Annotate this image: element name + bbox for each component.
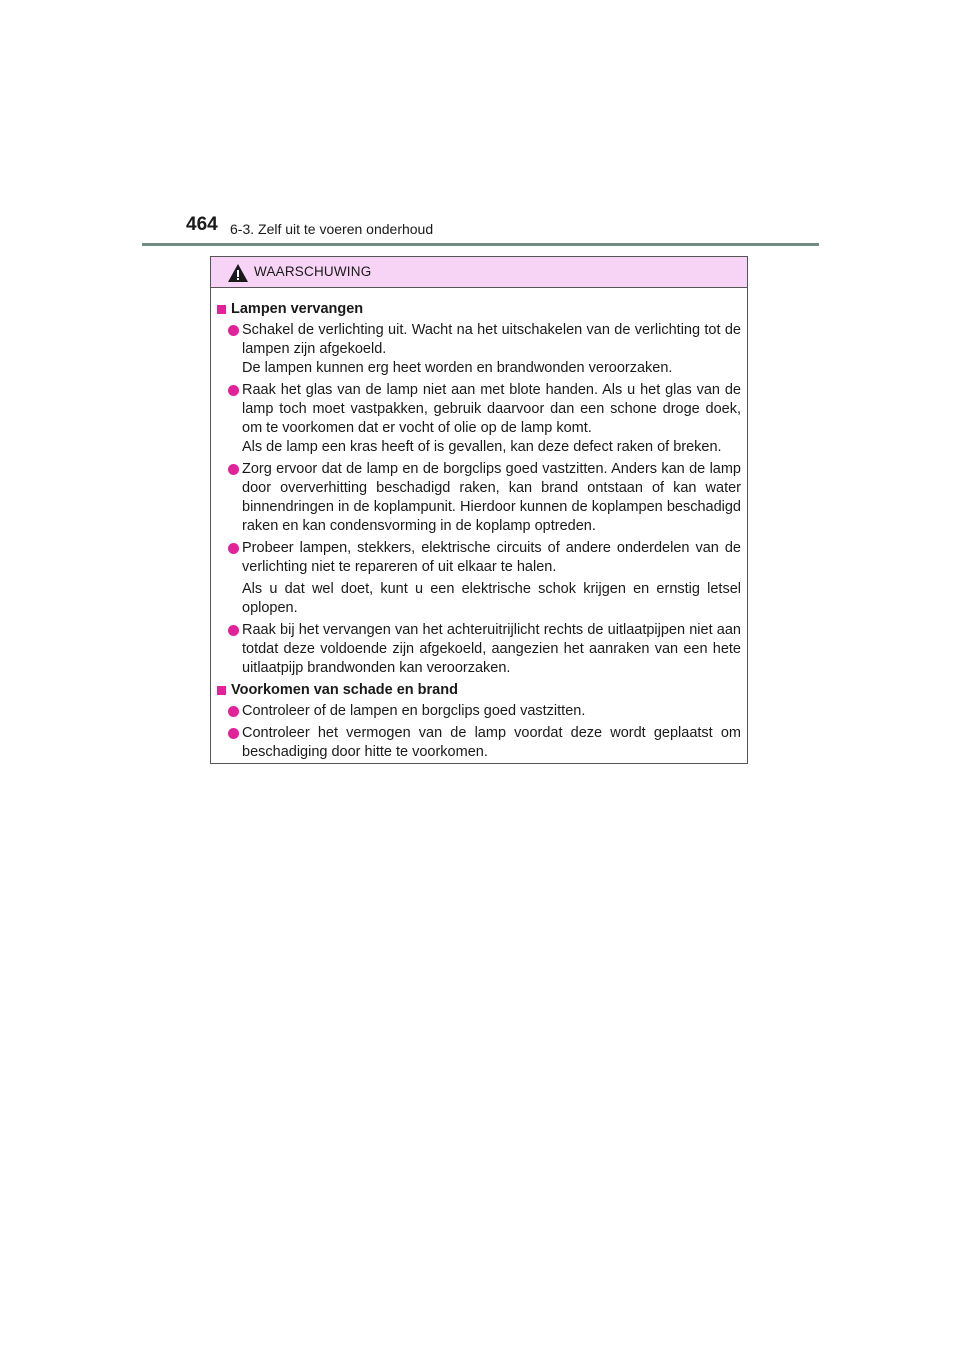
circle-bullet-icon (228, 625, 239, 636)
list-item-text: Schakel de verlichting uit. Wacht na het uitschakelen van de verlichting tot de lampen zijn afgekoeld. (242, 322, 741, 357)
warning-label: WAARSCHUWING (254, 264, 372, 279)
square-bullet-icon (217, 305, 226, 314)
square-bullet-icon (217, 686, 226, 695)
warning-header (211, 257, 747, 288)
section-heading (217, 300, 741, 319)
list-item (217, 460, 741, 536)
circle-bullet-icon (228, 325, 239, 336)
list-item-text: Probeer lampen, stekkers, elektrische circuits of andere onderdelen van de verlichting niet te repareren of uit elkaar te halen. (242, 540, 741, 575)
section-heading (217, 681, 741, 700)
list-item-extra: Als de lamp een kras heeft of is gevallen, kan deze defect raken of breken. (242, 439, 722, 455)
bullet-group (217, 702, 741, 762)
circle-bullet-icon (228, 464, 239, 475)
list-item-extra: De lampen kunnen erg heet worden en brandwonden veroorzaken. (242, 360, 673, 376)
list-item-text: Controleer of de lampen en borgclips goed vastzitten. (242, 703, 586, 719)
circle-bullet-icon (228, 543, 239, 554)
circle-bullet-icon (228, 706, 239, 717)
section-title: 6-3. Zelf uit te voeren onderhoud (230, 221, 434, 237)
list-item-text: Zorg ervoor dat de lamp en de borgclips goed vastzitten. Anders kan de lamp door oververhitting beschadigd raken, kan brand ontstaan of kan water binnendringen in de koplampunit. Hierdoor kunnen de koplampen beschadigd raken en kan condensvorming in de koplamp optreden. (242, 461, 741, 534)
warning-triangle-icon (227, 263, 249, 283)
list-item-text: Controleer het vermogen van de lamp voordat deze wordt geplaatst om beschadiging door hitte te voorkomen. (242, 725, 741, 760)
warning-box (210, 256, 748, 764)
list-item-text: Raak bij het vervangen van het achteruitrijlicht rechts de uitlaatpijpen niet aan totdat deze voldoende zijn afgekoeld, aangezien het aanraken van een hete uitlaatpijp brandwonden kan veroorzaken. (242, 622, 741, 676)
circle-bullet-icon (228, 385, 239, 396)
page-number: 464 (186, 214, 218, 235)
list-item (217, 539, 741, 577)
header-divider (142, 243, 819, 246)
list-item (217, 321, 741, 378)
warning-body (211, 288, 747, 762)
list-item-extra: Als u dat wel doet, kunt u een elektrische schok krijgen en ernstig letsel oplopen. (242, 581, 741, 616)
list-item (217, 621, 741, 678)
list-item (217, 702, 741, 721)
bullet-group (217, 321, 741, 678)
list-item (217, 724, 741, 762)
circle-bullet-icon (228, 728, 239, 739)
section-heading-text: Voorkomen van schade en brand (231, 682, 458, 698)
list-item-text: Raak het glas van de lamp niet aan met blote handen. Als u het glas van de lamp toch moet vastpakken, gebruik daarvoor dan een schone droge doek, om te voorkomen dat er vocht of olie op de lamp komt. (242, 382, 741, 436)
section-heading-text: Lampen vervangen (231, 301, 364, 317)
list-item (217, 381, 741, 457)
